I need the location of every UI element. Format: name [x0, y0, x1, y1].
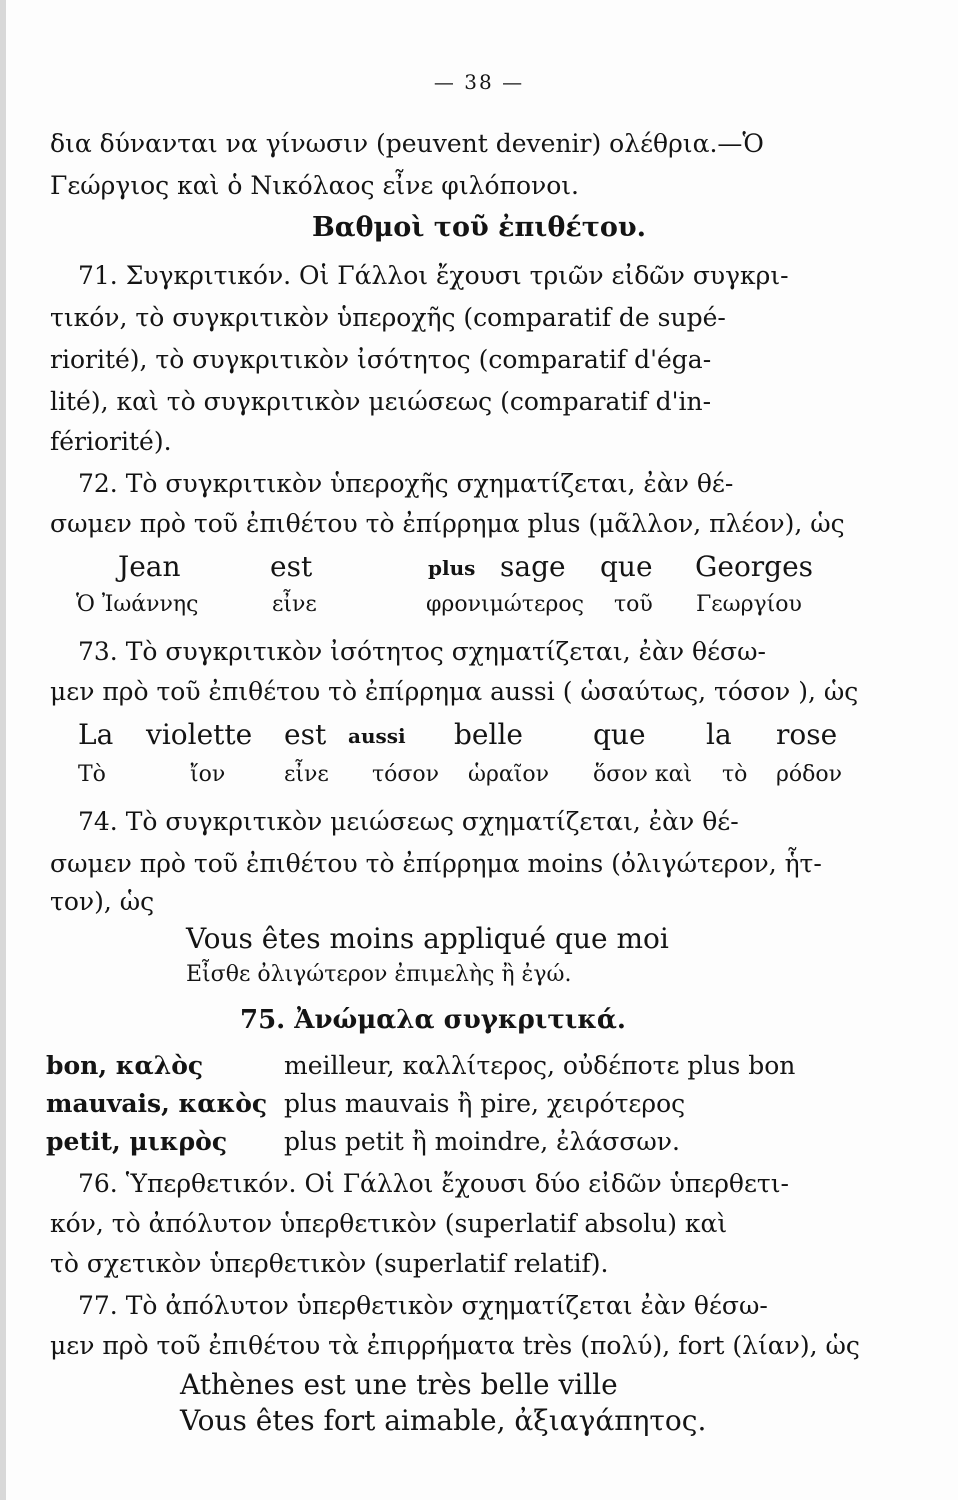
example-73-french-5: belle — [454, 718, 523, 751]
example-73-french-6: que — [593, 718, 646, 751]
example-73-french-1: La — [78, 718, 114, 751]
para-76-line-1: 76. Ὑπερθετικόν. Οἱ Γάλλοι ἔχουσι δύο εἰδῶν ὑπερθετι- — [78, 1169, 789, 1198]
irregular-positive-2: mauvais, κακὸς — [46, 1089, 268, 1118]
example-73-greek-8: ρόδον — [776, 762, 843, 787]
example-77-line-2: Vous êtes fort aimable, ἀξιαγάπητος. — [180, 1404, 707, 1437]
section-heading-degrees: Βαθμοὶ τοῦ ἐπιθέτου. — [311, 212, 647, 243]
page-number: — 38 — — [433, 70, 525, 94]
para-76-line-3: τὸ σχετικὸν ὑπερθετικὸν (superlatif relatif). — [50, 1249, 609, 1278]
para-72-line-1: 72. Τὸ συγκριτικὸν ὑπεροχῆς σχηματίζεται, ἐὰν θέ- — [78, 469, 734, 498]
para-71-line-4: lité), καὶ τὸ συγκριτικὸν μειώσεως (comparatif d'in- — [50, 387, 712, 416]
para-71-line-2: τικόν, τὸ συγκριτικὸν ὑπεροχῆς (comparatif de supé- — [50, 303, 726, 332]
para-71-line-3: riorité), τὸ συγκριτικὸν ἰσότητος (comparatif d'éga- — [50, 345, 712, 374]
example-73-greek-7: τὸ — [722, 762, 748, 787]
para-73-line-1: 73. Τὸ συγκριτικὸν ἰσότητος σχηματίζεται, ἐὰν θέσω- — [78, 637, 766, 666]
example-72-greek-4: τοῦ — [614, 592, 653, 617]
example-73-greek-3: εἶνε — [284, 762, 329, 787]
irregular-positive-3: petit, μικρὸς — [46, 1127, 228, 1156]
irregular-comparative-2: plus mauvais ἢ pire, χειρότερος — [284, 1089, 686, 1118]
example-73-greek-2: ἴον — [190, 762, 226, 787]
example-73-french-8: rose — [776, 718, 838, 751]
example-73-french-7: la — [706, 718, 732, 751]
example-73-greek-6: ὅσον καὶ — [593, 762, 693, 787]
example-73-french-4: aussi — [348, 724, 406, 748]
para-72-line-2: σωμεν πρὸ τοῦ ἐπιθέτου τὸ ἐπίρρημα plus (μᾶλλον, πλέον), ὡς — [50, 509, 845, 538]
text-line-2: Γεώργιος καὶ ὁ Νικόλαος εἶνε φιλόπονοι. — [50, 171, 579, 200]
irregular-comparative-3: plus petit ἢ moindre, ἐλάσσων. — [284, 1127, 680, 1156]
example-73-greek-5: ὡραῖον — [468, 762, 549, 787]
example-74-greek: Εἶσθε ὀλιγώτερον ἐπιμελὴς ἢ ἐγώ. — [186, 962, 572, 987]
example-77-line-1: Athènes est une très belle ville — [180, 1368, 618, 1401]
example-72-greek-2: εἶνε — [272, 592, 317, 617]
example-72-french-3: plus — [428, 556, 476, 580]
example-73-greek-4: τόσον — [372, 762, 440, 787]
para-74-line-3: τον), ὡς — [50, 887, 155, 916]
example-73-greek-1: Τὸ — [78, 762, 106, 787]
example-72-french-4: sage — [500, 550, 566, 583]
irregular-positive-1: bon, καλὸς — [46, 1051, 204, 1080]
para-73-line-2: μεν πρὸ τοῦ ἐπιθέτου τὸ ἐπίρρημα aussi ( ὡσαύτως, τόσον ), ὡς — [50, 677, 859, 706]
para-74-line-1: 74. Τὸ συγκριτικὸν μειώσεως σχηματίζεται, ἐὰν θέ- — [78, 807, 739, 836]
section-heading-irregular: 75. Ἀνώμαλα συγκριτικά. — [240, 1005, 626, 1035]
example-73-french-2: violette — [146, 718, 253, 751]
para-74-line-2: σωμεν πρὸ τοῦ ἐπιθέτου τὸ ἐπίρρημα moins (ὀλιγώτερον, ἧτ- — [50, 849, 822, 878]
para-77-line-2: μεν πρὸ τοῦ ἐπιθέτου τὰ ἐπιρρήματα très (πολύ), fort (λίαν), ὡς — [50, 1331, 860, 1360]
example-73-french-3: est — [284, 718, 327, 751]
example-72-greek-5: Γεωργίου — [696, 592, 802, 617]
example-72-greek-1: Ὁ Ἰωάννης — [76, 592, 199, 617]
example-72-french-6: Georges — [695, 550, 814, 583]
text-line-1: δια δύνανται να γίνωσιν (peuvent devenir) ολέθρια.—Ὁ — [50, 129, 764, 158]
example-74-french: Vous êtes moins appliqué que moi — [186, 922, 669, 955]
irregular-comparative-1: meilleur, καλλίτερος, οὐδέποτε plus bon — [284, 1051, 796, 1080]
example-72-french-1: Jean — [118, 550, 181, 583]
para-77-line-1: 77. Τὸ ἀπόλυτον ὑπερθετικὸν σχηματίζεται ἐὰν θέσω- — [78, 1291, 768, 1320]
example-72-greek-3: φρονιμώτερος — [426, 592, 584, 617]
para-71-line-1: 71. Συγκριτικόν. Οἱ Γάλλοι ἔχουσι τριῶν εἰδῶν συγκρι- — [78, 261, 789, 290]
para-71-line-5: fériorité). — [50, 427, 172, 456]
example-72-french-2: est — [270, 550, 313, 583]
example-72-french-5: que — [600, 550, 653, 583]
para-76-line-2: κόν, τὸ ἀπόλυτον ὑπερθετικὸν (superlatif absolu) καὶ — [50, 1209, 728, 1238]
